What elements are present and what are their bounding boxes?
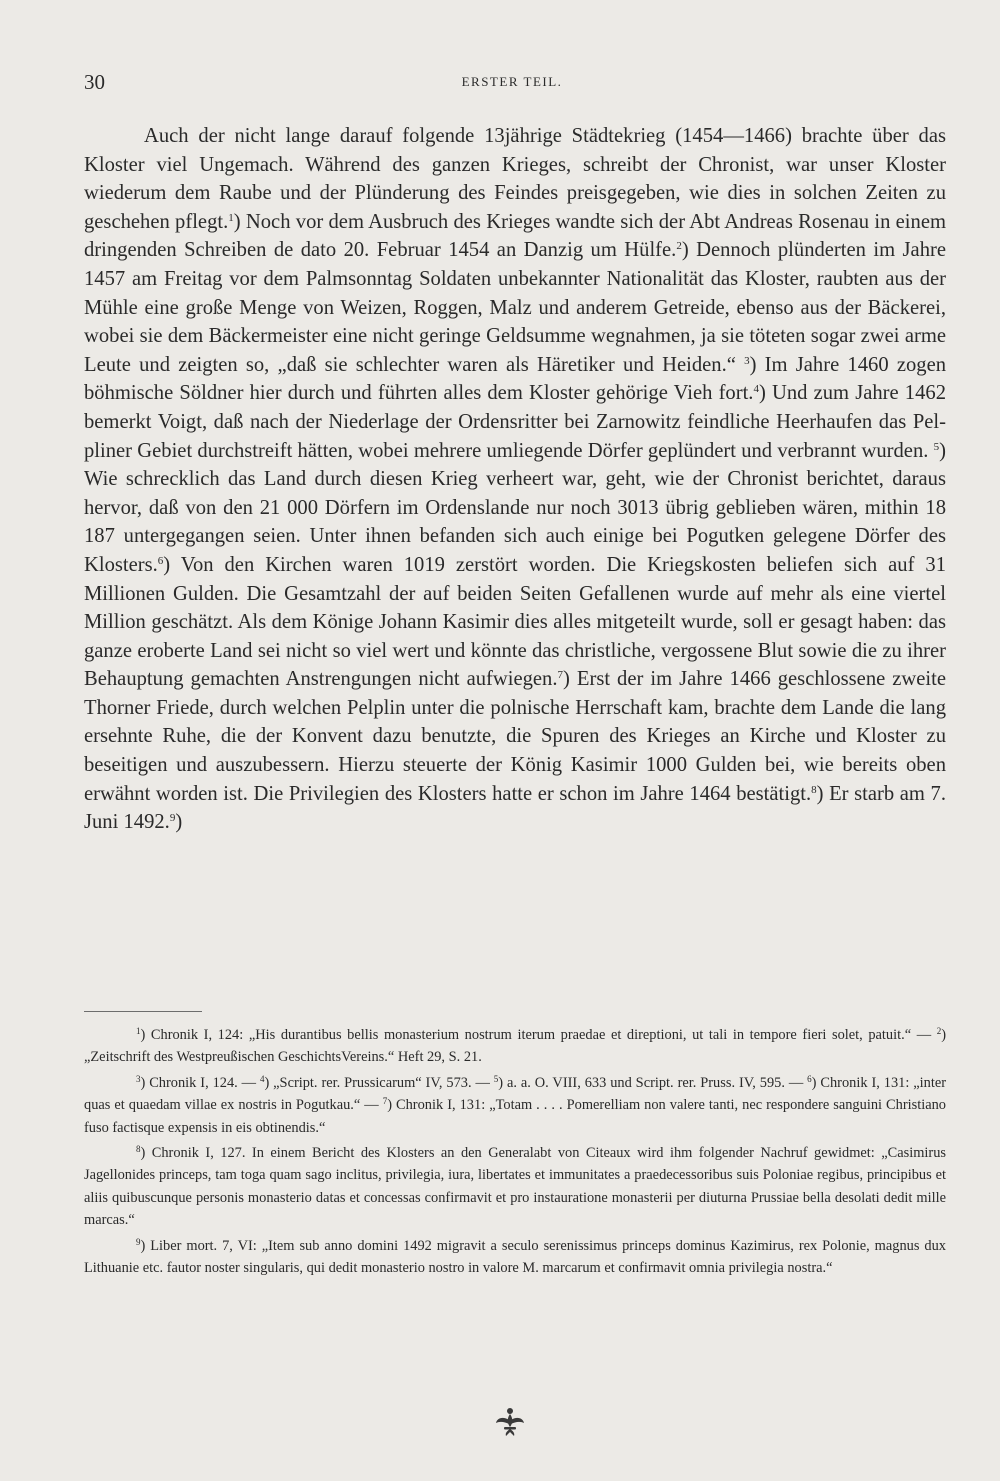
footnote-mark: 4 [259, 1073, 265, 1084]
footnote-mark: 3 [136, 1073, 141, 1084]
footnote-mark: 5 [493, 1073, 499, 1084]
footnote-ref: 7 [557, 669, 564, 682]
footnote-mark: 1 [136, 1026, 141, 1036]
footnote-ref: 6 [157, 554, 164, 567]
footnote: $^9$) Liber mort. 7, VI: „Item sub anno domini 1492 migravit a seculo serenissimus princeps dominus Kazimirus, rex Polonie, magnus dux Lithuanie etc. fautor noster singularis, qui dedit monasterio nostro in valore M. marcarum et confirmavit omnia privilegia nostra.“ [84, 1236, 946, 1277]
body-text: Und zum Jahre 1462 bemerkt Voigt, daß nach der Niederlage der Ordensritter bei Zarnowitz feindliche Heerhaufen das Pelpliner Gebiet durchstreift hätten, wobei mehrere umliegende Dörfer geplündert und verbrannt wurden. [84, 382, 946, 462]
footnote-mark: 7 [382, 1096, 388, 1107]
footnote-ref: 8 [811, 783, 817, 796]
footnote-ref: 4 [753, 383, 759, 396]
footnote-ref: 1 [228, 211, 234, 224]
footnotes [84, 1024, 946, 1282]
page-number: 30 [84, 70, 105, 94]
body-text: Dennoch plünderten im Jahre 1457 am Freitag vor dem Palmsonntag Soldaten unbekannter Nationalität das Kloster, raubten aus der Mühle eine große Menge von Weizen, Roggen, Malz und anderem Getreide, ebenso aus der Bäckerei, wobei sie dem Bäckermeister eine nicht geringe Geldsumme wegnahmen, ja sie töteten sogar zwei arme Leute und zeigten so, „daß sie schlechter waren als Häretiker und Heiden.“ [84, 239, 946, 376]
body-text: Wie schrecklich das Land durch diesen Krieg verheert war, geht, wie der Chronist berichtet, daraus hervor, daß von den 21 000 Dörfern im Ordenslande nur noch 3013 übrig geblieben wären, mithin 18 187 untergegangen seien. Unter ihnen befanden sich auch einige bei Pogutken gelegene Dörfer des Klosters. [84, 468, 946, 576]
footnote-mark: 8 [136, 1144, 141, 1155]
footnote-text: „Script. rer. Prussicarum“ IV, 573. — [269, 1074, 494, 1091]
body-text: Er starb am 7. Juni 1492. [84, 782, 946, 834]
footnote-text: Chronik I, 131: „Totam . . . . Pomerelliam non valere tanti, nec respondere sanguini Christiano fuso factisque expensis in eis obtinendis.“ [84, 1097, 946, 1136]
footnote: $^3$) Chronik I, 124. — $^4$) „Script. rer. Prussicarum“ IV, 573. — $^5$) a. a. O. VIII, 633 und Script. rer. Pruss. IV, 595. — $^6$) Chronik I, 131: „inter quas et quaedam villae ex nostris in Pogutkau.“ — $^7$) Chronik I, 131: „Totam . . . . Pomerelliam non valere tanti, nec respondere sanguini Christiano fuso factisque expensis in eis obtinendis.“ [84, 1073, 947, 1136]
main-text [84, 122, 946, 837]
body-text: Im Jahre 1460 zogen böhmische Söldner hier durch und führten alles dem Kloster gehörige Vieh fort. [84, 353, 947, 405]
body-paragraph: Auch der nicht lange darauf folgende 13jährige Städtekrieg (1454—1466) brachte über das Kloster viel Ungemach. Während des ganzen Krieges, schreibt der Chronist, war unser Kloster wiederum dem Raube und der Plünderung des Feindes preisgegeben, wie dies in solchen Zeiten zu geschehen pflegt.$^1$) Noch vor dem Ausbruch des Krieges wandte sich der Abt Andreas Rosenau in einem dringenden Schreiben de dato 20. Februar 1454 an Danzig um Hülfe.$^2$) Dennoch plünderten im Jahre 1457 am Freitag vor dem Palmsonntag Soldaten unbekannter Nationalität das Kloster, raubten aus der Mühle eine große Menge von Weizen, Roggen, Malz und anderem Getreide, ebenso aus der Bäckerei, wobei sie dem Bäckermeister eine nicht geringe Geldsumme wegnahmen, ja sie töteten sogar zwei arme Leute und zeigten so, „daß sie schlechter waren als Häretiker und Heiden.“ $^3$) Im Jahre 1460 zogen böhmische Söldner hier durch und führten alles dem Kloster gehörige Vieh fort.$^4$) Und zum Jahre 1462 bemerkt Voigt, daß nach der Niederlage der Ordensritter bei Zarnowitz feindliche Heerhaufen das Pelpliner Gebiet durchstreift hätten, wobei mehrere umliegende Dörfer geplündert und verbrannt wurden. $^5$) Wie schrecklich das Land durch diesen Krieg verheert war, geht, wie der Chronist berichtet, daraus hervor, daß von den 21 000 Dörfern im Ordenslande nur noch 3013 übrig geblieben wären, mithin 18 187 untergegangen seien. Unter ihnen befanden sich auch einige bei Pogutken gelegene Dörfer des Klosters.$^6$) Von den Kirchen waren 1019 zerstört worden. Die Kriegskosten beliefen sich auf 31 Millionen Gulden. Die Gesamtzahl der auf beiden Seiten Gefallenen wurde auf mehr als eine viertel Million geschätzt. Als dem Könige Johann Kasimir dies alles mitgeteilt wurde, soll er gesagt haben: das ganze eroberte Land sei nicht so viel wert und könnte das christliche, vergossene Blut sowie die zu ihrer Behauptung gemachten Anstrengungen nicht aufwiegen.$^7$) Erst der im Jahre 1466 geschlossene zweite Thorner Friede, durch welchen Pelplin unter die polnische Herrschaft kam, brachte dem Lande die lang ersehnte Ruhe, die der Konvent dazu benutzte, die Spuren des Krieges an Kirche und Kloster zu beseitigen und auszubessern. Hierzu steuerte der König Kasimir 1000 Gulden bei, wie bereits oben erwähnt worden ist. Die Privilegien des Klosters hatte er schon im Jahre 1464 bestätigt.$^8$) Er starb am 7. Juni 1492.$^9$) [84, 125, 947, 834]
footnote-ref: 9 [169, 812, 176, 825]
footnote-text: Chronik I, 124. — [145, 1074, 260, 1091]
page-header [84, 70, 940, 100]
footnote: $^1$) Chronik I, 124: „His durantibus bellis monasterium nostrum iterum praedae et direptioni, ut tali in tempore fieri solet, patuit.“ — $^2$) „Zeitschrift des Westpreußischen GeschichtsVereins.“ Heft 29, S. 21. [84, 1026, 946, 1066]
running-title: ERSTER TEIL. [461, 74, 563, 89]
footnote-ref: 3 [744, 354, 750, 367]
footnote-ref: 5 [933, 440, 940, 453]
footnote-mark: 2 [936, 1026, 942, 1036]
fleuron-icon [490, 1405, 530, 1437]
footnote-ref: 2 [676, 240, 682, 253]
footnote-text: Chronik I, 124: „His durantibus bellis monasterium nostrum iterum praedae et direptioni, ut tali in tempore fieri solet, patuit.“ — [145, 1027, 937, 1043]
footnote-text: Chronik I, 131: „inter quas et quaedam villae ex nostris in Pogutkau.“ — [84, 1074, 947, 1114]
body-text: Noch vor dem Ausbruch des Krieges wandte sich der Abt Andreas Rosenau in einem dringenden Schreiben de dato 20. Februar 1454 an Danzig um Hülfe. [84, 210, 946, 262]
body-text: Von den Kirchen waren 1019 zerstört worden. Die Kriegskosten beliefen sich auf 31 Millionen Gulden. Die Gesamtzahl der auf beiden Seiten Gefallenen wurde auf mehr als eine viertel Million geschätzt. Als dem Könige Johann Kasimir dies alles mitgeteilt wurde, soll er gesagt haben: das ganze eroberte Land sei nicht so viel wert und könnte das christliche, vergossene Blut sowie die zu ihrer Behauptung gemachten Anstrengungen nicht aufwiegen. [84, 553, 946, 691]
footnote-text: „Zeitschrift des Westpreußischen GeschichtsVereins.“ Heft 29, S. 21. [84, 1049, 482, 1066]
body-text: Auch der nicht lange darauf folgende 13jährige Städtekrieg (1454—1466) brachte über das Kloster viel Ungemach. Während des ganzen Krieges, schreibt der Chronist, war unser Kloster wiederum dem Raube und der Plünderung des Feindes preisgegeben, wie dies in solchen Zeiten zu geschehen pflegt. [84, 125, 946, 233]
body-text: Erst der im Jahre 1466 geschlossene zweite Thorner Friede, durch welchen Pelplin unter die polnische Herrschaft kam, brachte dem Lande die lang ersehnte Ruhe, die der Konvent dazu benutzte, die Spuren des Krieges an Kirche und Kloster zu beseitigen und auszubessern. Hierzu steuerte der König Kasimir 1000 Gulden bei, wie bereits oben erwähnt worden ist. Die Privilegien des Klosters hatte er schon im Jahre 1464 bestätigt. [84, 668, 946, 805]
footnote-mark: 9 [136, 1236, 141, 1247]
footnote-text: a. a. O. VIII, 633 und Script. rer. Pruss. IV, 595. — [503, 1074, 808, 1091]
footnote-text: Liber mort. 7, VI: „Item sub anno domini 1492 migravit a seculo serenissimus princeps dominus Kazimirus, rex Polonie, magnus dux Lithuanie etc. fautor noster singularis, qui dedit monasterio nostro in valore M. marcarum et confirmavit omnia privilegia nostra.“ [84, 1237, 946, 1277]
footnote-text: Chronik I, 127. In einem Bericht des Klosters an den Generalabt von Citeaux wird ihm folgender Nachruf gewidmet: „Casimirus Jagellonides princeps, tam toga quam sago inclitus, privilegia, iura, libertates et immunitates a praedecessoribus suis Poloniae regibus, principibus et aliis quibuscunque personis monasterio datas et concessas confirmavit et pro instauratione monasterii per diuturna Prussiae bella desolati dedit mille marcas.“ [84, 1145, 946, 1229]
footnote: $^8$) Chronik I, 127. In einem Bericht des Klosters an den Generalabt von Citeaux wird ihm folgender Nachruf gewidmet: „Casimirus Jagellonides princeps, tam toga quam sago inclitus, privilegia, iura, libertates et immunitates a praedecessoribus suis Poloniae regibus, principibus et aliis quibuscunque personis monasterio datas et concessas confirmavit et pro instauratione monasterii per diuturna Prussiae bella desolati dedit mille marcas.“ [84, 1144, 946, 1229]
footnote-divider [84, 1011, 202, 1012]
footnote-mark: 6 [807, 1073, 812, 1084]
